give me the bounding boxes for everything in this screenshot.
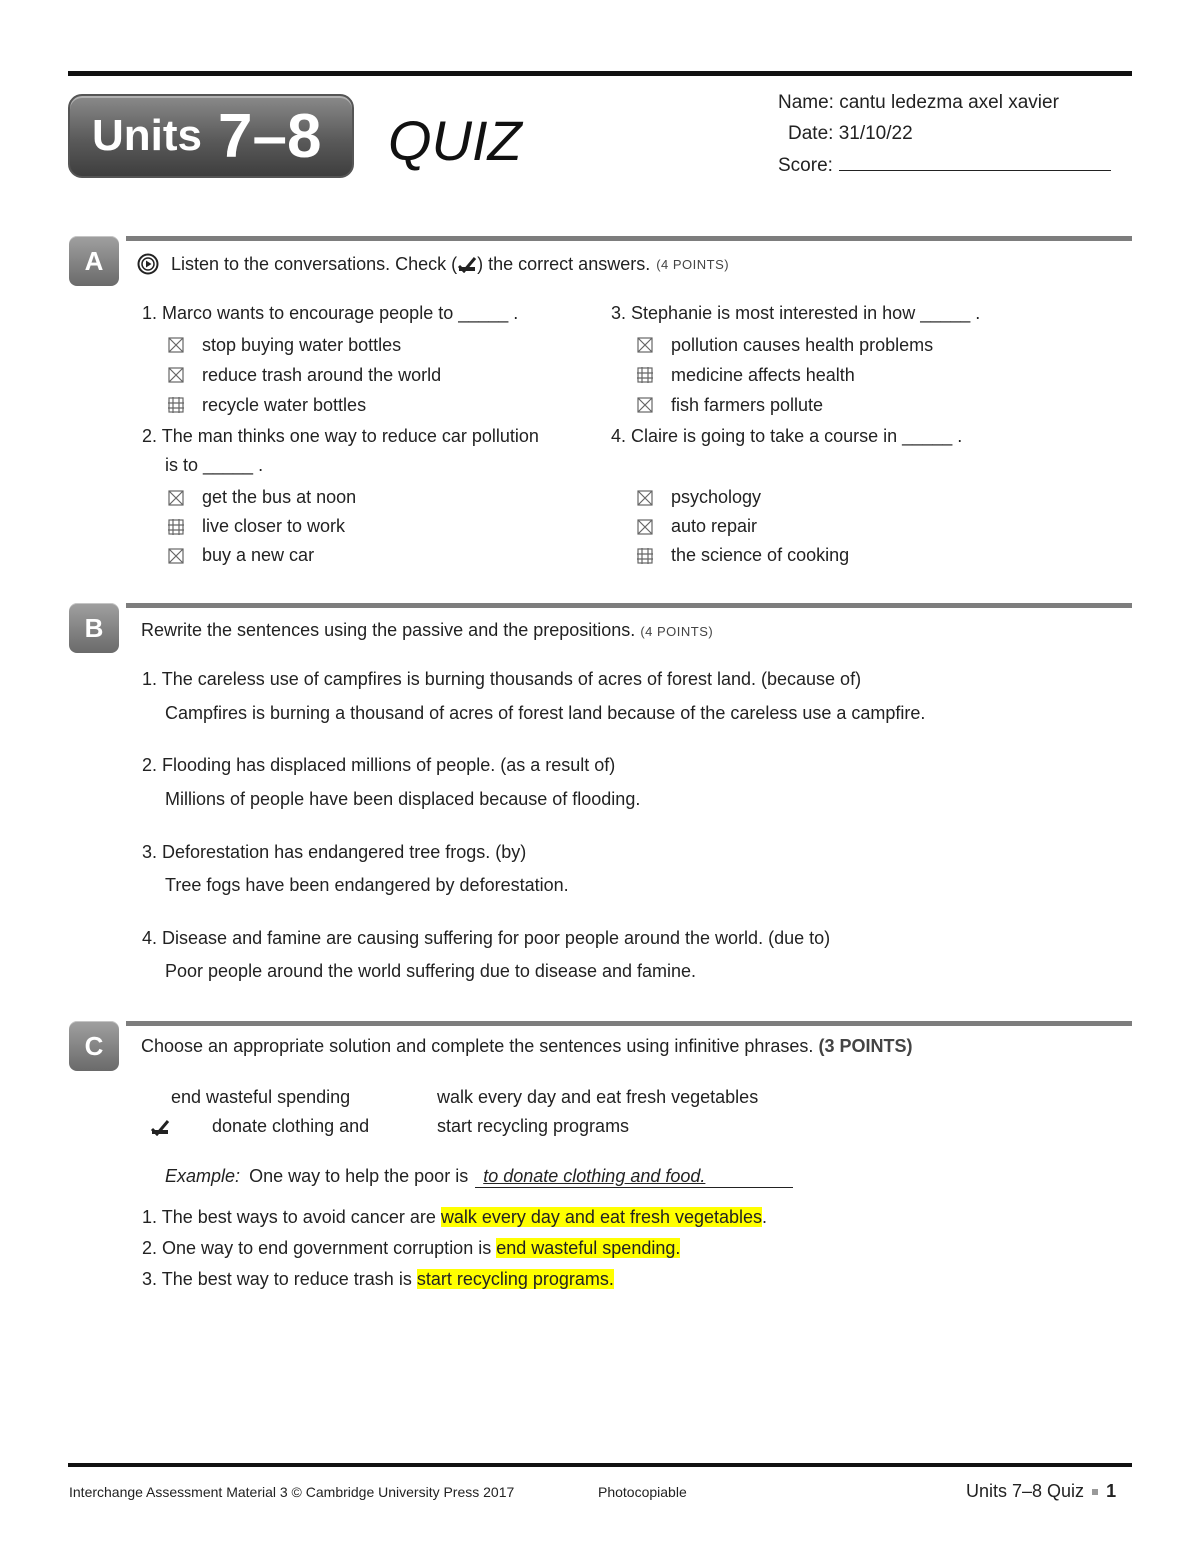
completion-item-3 [142,1268,614,1290]
option-label: fish farmers pollute [671,394,824,415]
highlighted-answer[interactable]: end wasteful spending. [496,1238,681,1258]
rewrite-answer-2[interactable]: Millions of people have been displaced because of flooding. [165,789,641,809]
section-c-points: (3 POINTS) [818,1036,913,1056]
crossed-checkbox-icon[interactable] [168,367,184,383]
rewrite-answer-1[interactable]: Campfires is burning a thousand of acres of forest land because of the careless use a campfire. [165,703,926,723]
item-number: 3. [142,1269,158,1289]
answer-option[interactable] [168,541,356,570]
item-prompt: One way to end government corruption is [162,1238,492,1258]
word-bank-item: donate clothing and [212,1116,370,1136]
option-label: psychology [671,487,762,507]
item-number: 4. [142,928,158,948]
section-b-instruction [141,620,713,641]
quiz-title: QUIZ [388,109,522,172]
checked-checkbox-icon[interactable] [168,397,184,413]
section-c-badge: C [69,1021,119,1071]
question-1-options [168,330,441,420]
question-3 [611,302,980,324]
check-mark-icon [457,255,477,273]
question-text: Stephanie is most interested in how _____ . [631,303,981,323]
option-label: the science of cooking [671,545,850,565]
highlighted-answer[interactable]: start recycling programs. [416,1269,614,1289]
example-line [165,1165,793,1188]
option-label: medicine affects health [671,364,855,385]
section-a-rule [126,236,1132,241]
instruction-text: Choose an appropriate solution and complete the sentences using infinitive phrases. [141,1036,814,1056]
footer-page-info [966,1481,1116,1502]
example-answer: to donate clothing and food. [475,1165,793,1188]
option-label: reduce trash around the world [202,364,442,385]
crossed-checkbox-icon[interactable] [168,548,184,564]
example-label: Example: [165,1166,241,1186]
item-number: 1. [142,1207,158,1227]
section-c-instruction [141,1036,912,1057]
checked-checkbox-icon[interactable] [637,548,653,564]
option-label: buy a new car [202,545,315,565]
word-bank-item: end wasteful spending [171,1087,351,1107]
section-b-rule [126,603,1132,608]
bullet-square-icon [1092,1489,1098,1495]
rewrite-item-3 [142,841,526,863]
instruction-text: Rewrite the sentences using the passive and the prepositions. [141,620,636,640]
score-field [778,154,1111,177]
option-label: get the bus at noon [202,487,357,507]
item-number: 1. [142,669,158,689]
date-field: Date: 31/10/22 [788,123,913,144]
audio-icon[interactable] [137,253,159,275]
rewrite-item-1 [142,668,861,690]
answer-option[interactable] [168,512,356,541]
question-2-continued: is to _____ . [165,455,264,475]
top-rule [68,71,1132,76]
example-text: One way to help the poor is [249,1166,469,1186]
word-bank-item: start recycling programs [437,1116,630,1136]
item-prompt: The best way to reduce trash is [161,1269,412,1289]
crossed-checkbox-icon[interactable] [637,397,653,413]
answer-option[interactable] [168,483,356,512]
question-number: 1. [142,303,158,323]
option-label: auto repair [671,516,758,536]
answer-option[interactable] [168,390,441,420]
option-label: live closer to work [202,516,346,536]
option-label: recycle water bottles [202,394,367,415]
answer-option[interactable] [637,541,849,570]
option-label: pollution causes health problems [671,334,934,355]
option-label: stop buying water bottles [202,334,402,355]
word-bank-item: walk every day and eat fresh vegetables [437,1087,759,1107]
name-field: Name: cantu ledezma axel xavier [778,92,1059,113]
score-blank[interactable] [839,154,1111,171]
rewrite-answer-3[interactable]: Tree fogs have been endangered by deforestation. [165,875,569,895]
footer-copyright: Interchange Assessment Material 3 © Cambridge University Press 2017 [69,1484,515,1500]
footer-quiz-label: Units 7–8 Quiz [966,1481,1085,1501]
checked-checkbox-icon[interactable] [637,367,653,383]
instruction-part-2: ) the correct answers. [477,253,651,274]
highlighted-answer[interactable]: walk every day and eat fresh vegetables [440,1207,763,1227]
item-number: 2. [142,1238,158,1258]
question-4 [611,425,962,447]
item-number: 2. [142,755,158,775]
section-c-rule [126,1021,1132,1026]
answer-option[interactable] [637,390,933,420]
crossed-checkbox-icon[interactable] [168,490,184,506]
item-prompt: Disease and famine are causing suffering for poor people around the world. (due to) [162,928,831,948]
completion-item-1 [142,1206,767,1228]
item-end: . [762,1207,768,1227]
question-2-options [168,483,356,570]
question-text: Marco wants to encourage people to _____ . [162,303,519,323]
rewrite-item-2 [142,754,615,776]
section-a-instruction [137,253,729,275]
crossed-checkbox-icon[interactable] [637,490,653,506]
answer-option[interactable] [168,360,441,390]
rewrite-answer-4[interactable]: Poor people around the world suffering due to disease and famine. [165,961,697,981]
question-text: Claire is going to take a course in _____ . [631,426,963,446]
question-number: 2. [142,426,158,446]
section-a-points: (4 POINTS) [656,256,730,272]
rewrite-item-4 [142,927,830,949]
item-prompt: Deforestation has endangered tree frogs. (by) [162,842,527,862]
answer-option[interactable] [168,330,441,360]
question-3-options [637,330,933,420]
bottom-rule [68,1463,1132,1467]
units-badge [68,94,354,178]
question-4-options [637,483,849,570]
answer-option[interactable] [637,483,849,512]
instruction-part-1: Listen to the conversations. Check ( [171,253,458,274]
item-number: 3. [142,842,158,862]
crossed-checkbox-icon[interactable] [637,519,653,535]
section-b-badge: B [69,603,119,653]
score-label: Score: [778,155,833,176]
question-1 [142,302,518,324]
section-b-points: (4 POINTS) [640,624,714,639]
units-number: 7–8 [218,101,322,171]
question-text: The man thinks one way to reduce car pollution [161,426,539,446]
checked-checkbox-icon[interactable] [168,519,184,535]
answer-option[interactable] [637,360,933,390]
item-prompt: Flooding has displaced millions of people. (as a result of) [162,755,616,775]
question-number: 3. [611,303,627,323]
item-prompt: The best ways to avoid cancer are [161,1207,436,1227]
crossed-checkbox-icon[interactable] [637,337,653,353]
crossed-checkbox-icon[interactable] [168,337,184,353]
units-word: Units [92,111,202,160]
completion-item-2 [142,1237,680,1259]
answer-option[interactable] [637,512,849,541]
check-mark-icon [150,1118,170,1141]
question-2 [142,425,539,447]
question-number: 4. [611,426,627,446]
answer-option[interactable] [637,330,933,360]
section-a-badge: A [69,236,119,286]
page-number: 1 [1106,1481,1117,1501]
item-prompt: The careless use of campfires is burning thousands of acres of forest land. (because of) [161,669,862,689]
footer-photocopiable: Photocopiable [598,1484,687,1500]
